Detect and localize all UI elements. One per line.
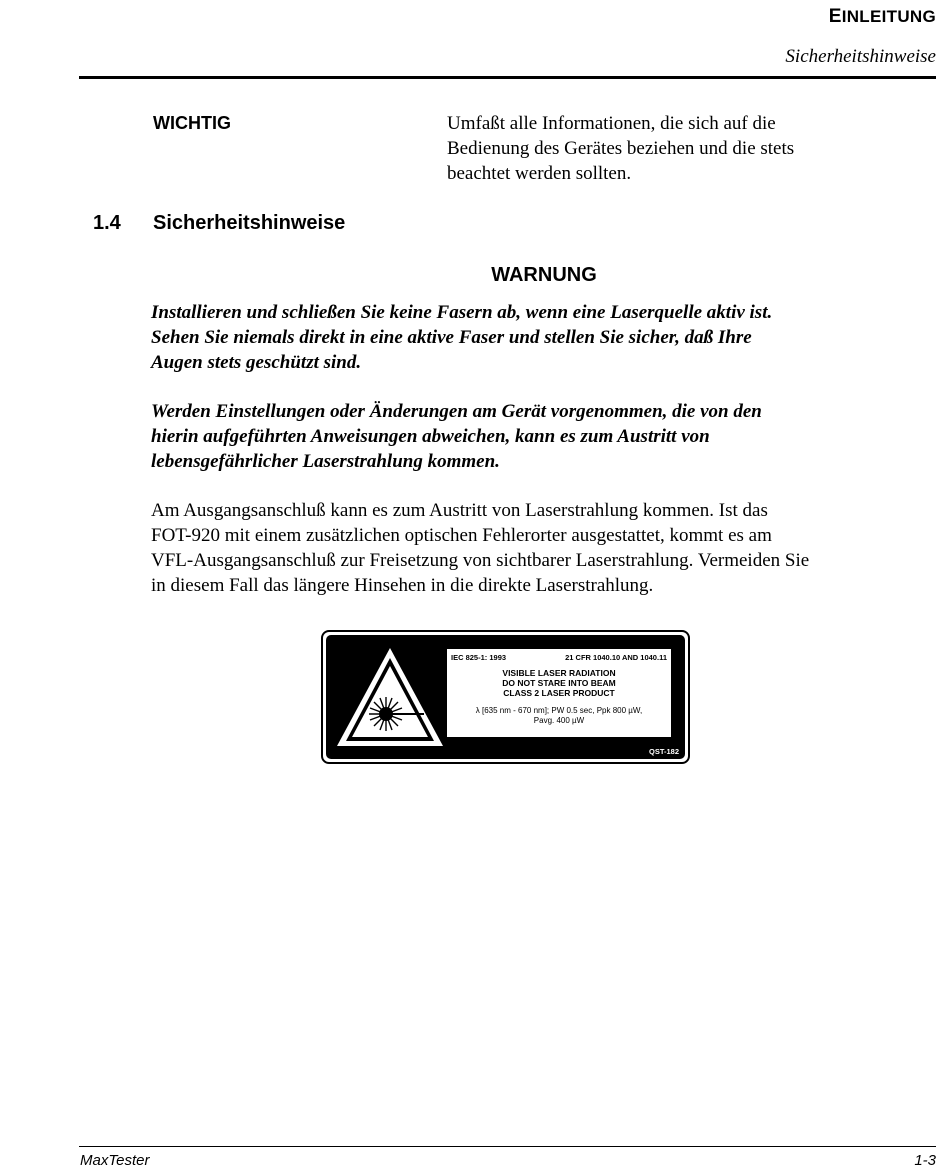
label-spec-line: λ [635 nm - 670 nm]; PW 0.5 sec, Ppk 800 µW,: [475, 706, 643, 715]
laser-warning-label: [321, 630, 690, 764]
label-line: VISIBLE LASER RADIATION: [502, 668, 616, 678]
section-title: Sicherheitshinweise: [153, 212, 346, 234]
section-number: 1.4: [93, 212, 121, 234]
warning-paragraph-2: [151, 399, 921, 474]
warning-line: Installieren und schließen Sie keine Fasern ab, wenn eine Laserquelle aktiv ist.: [151, 302, 773, 323]
label-standard-cfr: 21 CFR 1040.10 AND 1040.11: [565, 653, 667, 662]
important-line: beachtet werden sollten.: [447, 163, 632, 184]
label-code: QST-182: [648, 747, 679, 756]
chapter-initial: E: [828, 6, 842, 27]
running-header-chapter: [829, 6, 936, 28]
important-line: Umfaßt alle Informationen, die sich auf die: [447, 113, 776, 134]
important-text: [447, 111, 907, 186]
warning-line: Augen stets geschützt sind.: [151, 352, 362, 373]
label-specification: [447, 706, 671, 726]
laser-warning-triangle-icon: [335, 646, 445, 750]
warning-title: WARNUNG: [491, 264, 597, 286]
body-line: VFL-Ausgangsanschluß zur Freisetzung von sichtbarer Laserstrahlung. Vermeiden Sie: [151, 550, 810, 571]
warning-paragraph-1: [151, 300, 921, 375]
warning-line: hierin aufgeführten Anweisungen abweichen, kann es zum Austritt von: [151, 426, 710, 447]
label-warning-lines: [447, 668, 671, 698]
label-standard-iec: IEC 825-1: 1993: [451, 653, 507, 662]
chapter-rest: INLEITUNG: [841, 7, 936, 26]
footer-product: MaxTester: [80, 1152, 150, 1169]
label-line: CLASS 2 LASER PRODUCT: [503, 688, 615, 698]
label-spec-line: Pavg. 400 µW: [533, 716, 585, 725]
footer-rule: [79, 1146, 936, 1147]
warning-line: lebensgefährlicher Laserstrahlung kommen.: [151, 451, 500, 472]
important-label: WICHTIG: [153, 113, 231, 133]
body-line: Am Ausgangsanschluß kann es zum Austritt von Laserstrahlung kommen. Ist das: [151, 500, 768, 521]
label-line: DO NOT STARE INTO BEAM: [502, 678, 616, 688]
body-paragraph: [151, 498, 941, 598]
header-rule: [79, 76, 936, 79]
running-header-section: Sicherheitshinweise: [785, 46, 936, 67]
warning-line: Sehen Sie niemals direkt in eine aktive Faser und stellen Sie sicher, daß Ihre: [151, 327, 752, 348]
body-line: in diesem Fall das längere Hinsehen in die direkte Laserstrahlung.: [151, 575, 654, 596]
laser-label-background: [326, 635, 685, 759]
important-line: Bedienung des Gerätes beziehen und die stets: [447, 138, 795, 159]
body-line: FOT-920 mit einem zusätzlichen optischen Fehlerorter ausgestattet, kommt es am: [151, 525, 772, 546]
footer-page-number: 1-3: [914, 1152, 936, 1169]
warning-line: Werden Einstellungen oder Änderungen am Gerät vorgenommen, die von den: [151, 401, 762, 422]
laser-label-text-box: [447, 649, 671, 737]
